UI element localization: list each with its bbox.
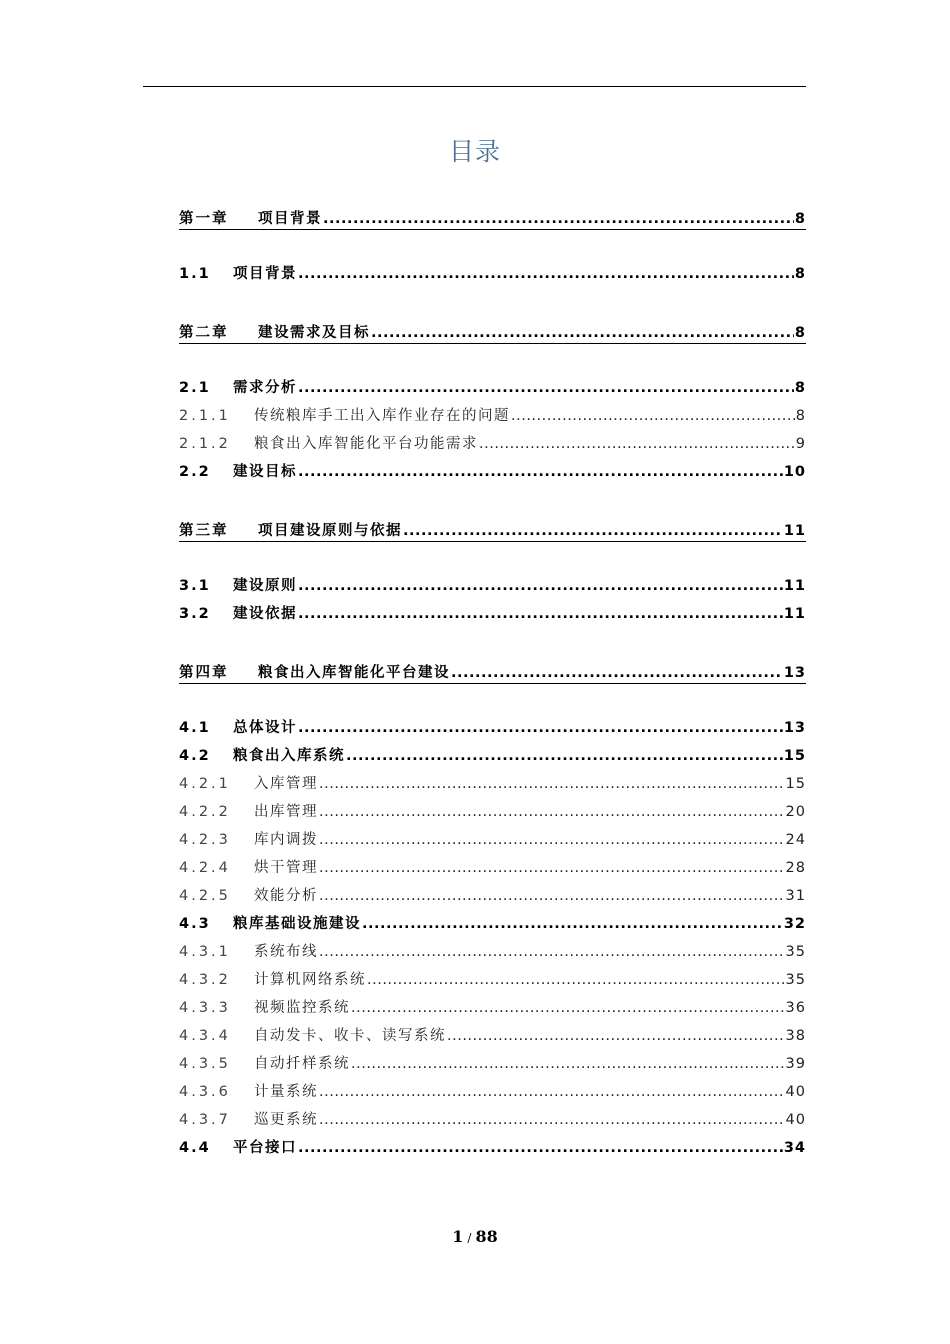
page-title: 目录 [448, 137, 501, 166]
toc-entry-label: 需求分析 [233, 380, 297, 396]
toc-entry-page: 11 [783, 606, 806, 622]
toc-entry-page: 40 [785, 1112, 806, 1128]
toc-entry-label: 巡更系统 [254, 1112, 318, 1128]
toc-entry-page: 34 [783, 1140, 806, 1156]
toc-entry-label: 建设需求及目标 [258, 325, 370, 341]
toc-entry-page: 35 [785, 944, 806, 960]
toc-leader-dots [319, 1110, 785, 1130]
toc-leader-dots [403, 521, 783, 541]
toc-entry-page: 40 [785, 1084, 806, 1100]
toc-leader-dots [362, 914, 783, 934]
toc-entry-number: 第三章 [179, 523, 229, 539]
toc-leader-dots [351, 1054, 785, 1074]
toc-entry-label: 粮食出入库智能化平台建设 [258, 665, 450, 681]
toc-entry-label: 系统布线 [254, 944, 318, 960]
toc-entry[interactable] [179, 376, 806, 398]
toc-entry-number: 2.1.1 [179, 408, 231, 424]
toc-entry-page: 8 [794, 325, 806, 341]
toc-entry[interactable] [179, 856, 806, 878]
toc-entry-label: 效能分析 [254, 888, 318, 904]
toc-leader-dots [451, 663, 783, 683]
toc-entry[interactable] [179, 912, 806, 934]
toc-entry-page: 13 [783, 720, 806, 736]
toc-entry[interactable] [179, 968, 806, 990]
toc-entry-page: 35 [785, 972, 806, 988]
toc-entry-number: 4.3.4 [179, 1028, 231, 1044]
toc-entry-number: 4.1 [179, 720, 211, 736]
toc-leader-dots [319, 802, 785, 822]
toc-entry-label: 库内调拨 [254, 832, 318, 848]
toc-entry-number: 4.3.5 [179, 1056, 231, 1072]
toc-leader-dots [319, 774, 785, 794]
toc-leader-dots [479, 434, 795, 454]
toc-entry-label: 项目建设原则与依据 [258, 523, 402, 539]
toc-entry-number: 第四章 [179, 665, 229, 681]
toc-leader-dots [351, 998, 785, 1018]
page-total: 88 [475, 1227, 498, 1246]
toc-leader-dots [319, 942, 785, 962]
toc-entry-number: 3.2 [179, 606, 211, 622]
toc-chapter-entry[interactable] [179, 205, 806, 230]
toc-leader-dots [447, 1026, 785, 1046]
toc-leader-dots [319, 1082, 785, 1102]
toc-entry-number: 4.3.7 [179, 1112, 231, 1128]
toc-leader-dots [371, 323, 794, 343]
toc-entry[interactable] [179, 262, 806, 284]
toc-leader-dots [298, 576, 783, 596]
toc-entry-number: 2.2 [179, 464, 211, 480]
toc-entry-page: 32 [783, 916, 806, 932]
toc-leader-dots [298, 604, 783, 624]
toc-entry-number: 4.2.2 [179, 804, 231, 820]
toc-entry-label: 烘干管理 [254, 860, 318, 876]
toc-entry[interactable] [179, 1136, 806, 1158]
toc-entry-label: 项目背景 [258, 211, 322, 227]
toc-entry[interactable] [179, 940, 806, 962]
toc-chapter-entry[interactable] [179, 659, 806, 684]
toc-entry-page: 20 [785, 804, 806, 820]
toc-entry-label: 传统粮库手工出入库作业存在的问题 [254, 408, 510, 424]
toc-entry-number: 4.2.4 [179, 860, 231, 876]
toc-entry-label: 入库管理 [254, 776, 318, 792]
page-current: 1 [452, 1227, 464, 1246]
toc-entry[interactable] [179, 996, 806, 1018]
toc-leader-dots [298, 1138, 783, 1158]
toc-entry-number: 4.3.2 [179, 972, 231, 988]
toc-leader-dots [319, 830, 785, 850]
toc-leader-dots [298, 378, 794, 398]
toc-entry-label: 建设目标 [233, 464, 297, 480]
toc-entry-page: 8 [794, 211, 806, 227]
toc-entry-page: 28 [785, 860, 806, 876]
toc-entry-label: 粮食出入库系统 [233, 748, 345, 764]
toc-leader-dots [319, 886, 785, 906]
toc-entry-label: 自动发卡、收卡、读写系统 [254, 1028, 446, 1044]
toc-entry-number: 3.1 [179, 578, 211, 594]
toc-entry-number: 4.2 [179, 748, 211, 764]
toc-entry-number: 4.2.3 [179, 832, 231, 848]
toc-entry-page: 8 [794, 266, 806, 282]
toc-entry-number: 第一章 [179, 211, 229, 227]
toc-entry[interactable] [179, 744, 806, 766]
toc-leader-dots [298, 264, 794, 284]
toc-entry-label: 计量系统 [254, 1084, 318, 1100]
toc-entry-number: 2.1 [179, 380, 211, 396]
toc-entry-page: 13 [783, 665, 806, 681]
toc-chapter-entry[interactable] [179, 517, 806, 542]
toc-entry-number: 1.1 [179, 266, 211, 282]
toc-entry[interactable] [179, 772, 806, 794]
toc-entry-label: 建设依据 [233, 606, 297, 622]
page-number [0, 1227, 950, 1246]
toc-entry-label: 计算机网络系统 [254, 972, 366, 988]
toc-entry-number: 2.1.2 [179, 436, 231, 452]
toc-entry-number: 4.3 [179, 916, 211, 932]
toc-entry-number: 4.3.1 [179, 944, 231, 960]
toc-entry-page: 38 [785, 1028, 806, 1044]
toc-entry-number: 4.2.5 [179, 888, 231, 904]
toc-entry-label: 自动扦样系统 [254, 1056, 350, 1072]
toc-entry[interactable] [179, 716, 806, 738]
toc-entry[interactable] [179, 1080, 806, 1102]
toc-entry-number: 第二章 [179, 325, 229, 341]
toc-entry[interactable] [179, 800, 806, 822]
toc-entry-page: 9 [795, 436, 806, 452]
toc-entry-page: 15 [785, 776, 806, 792]
toc-entry-page: 8 [794, 380, 806, 396]
toc-entry[interactable] [179, 404, 806, 426]
toc-entry-label: 建设原则 [233, 578, 297, 594]
header-rule [143, 86, 806, 87]
toc-entry-page: 8 [795, 408, 806, 424]
toc-entry-page: 36 [785, 1000, 806, 1016]
toc-entry[interactable] [179, 574, 806, 596]
toc-entry[interactable] [179, 602, 806, 624]
toc-entry-label: 平台接口 [233, 1140, 297, 1156]
toc-entry-label: 出库管理 [254, 804, 318, 820]
toc-entry[interactable] [179, 1108, 806, 1130]
toc-entry-number: 4.3.3 [179, 1000, 231, 1016]
toc-leader-dots [298, 462, 783, 482]
toc-entry-label: 粮库基础设施建设 [233, 916, 361, 932]
page-separator: / [467, 1231, 472, 1245]
toc-leader-dots [511, 406, 795, 426]
toc-leader-dots [367, 970, 785, 990]
toc-chapter-entry[interactable] [179, 319, 806, 344]
toc-entry[interactable] [179, 432, 806, 454]
toc-entry[interactable] [179, 828, 806, 850]
toc-entry-page: 24 [785, 832, 806, 848]
toc-entry-page: 15 [783, 748, 806, 764]
toc-entry-label: 视频监控系统 [254, 1000, 350, 1016]
toc-entry[interactable] [179, 1052, 806, 1074]
toc-entry[interactable] [179, 460, 806, 482]
toc-entry-label: 项目背景 [233, 266, 297, 282]
toc-leader-dots [323, 209, 794, 229]
toc-entry-page: 11 [783, 523, 806, 539]
toc-entry-number: 4.4 [179, 1140, 211, 1156]
toc-entry-label: 粮食出入库智能化平台功能需求 [254, 436, 478, 452]
toc-entry-label: 总体设计 [233, 720, 297, 736]
toc-entry-page: 39 [785, 1056, 806, 1072]
toc-entry-page: 11 [783, 578, 806, 594]
toc-leader-dots [319, 858, 785, 878]
toc-entry-page: 10 [783, 464, 806, 480]
toc-entry[interactable] [179, 1024, 806, 1046]
toc-leader-dots [346, 746, 783, 766]
toc-entry-number: 4.3.6 [179, 1084, 231, 1100]
toc-entry-page: 31 [785, 888, 806, 904]
toc-entry[interactable] [179, 884, 806, 906]
toc-entry-number: 4.2.1 [179, 776, 231, 792]
toc-leader-dots [298, 718, 783, 738]
